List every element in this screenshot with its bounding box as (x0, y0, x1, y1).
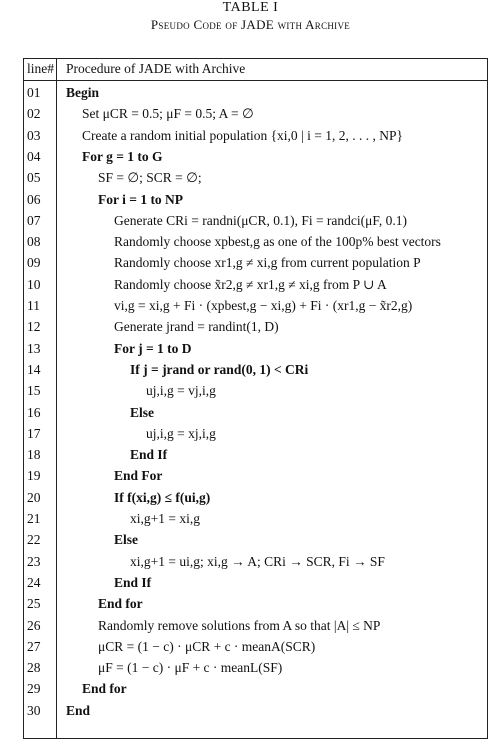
line-number: 21 (27, 511, 41, 526)
code-text: End for (98, 596, 143, 612)
code-line (24, 572, 487, 595)
line-number: 17 (27, 425, 41, 441)
code-text: SF = ∅; SCR = ∅; (98, 170, 202, 186)
code-line (24, 423, 487, 446)
code-line (24, 295, 487, 318)
code-text: Generate jrand = randint(1, D) (114, 319, 279, 335)
code-text: End (66, 702, 91, 718)
code-line (24, 529, 487, 552)
code-text: End If (130, 447, 168, 463)
pseudo-code-table (23, 58, 488, 739)
line-number: 13 (27, 340, 41, 356)
code-line (24, 700, 487, 723)
code-line (24, 551, 487, 574)
code-text: Begin (66, 85, 100, 100)
code-line (24, 636, 487, 659)
line-number: 12 (27, 319, 41, 335)
code-line (24, 678, 487, 701)
line-number: 29 (27, 681, 41, 697)
code-text: End For (114, 468, 163, 484)
code-text: Randomly choose xpbest,g as one of the 100p% best vectors (114, 234, 441, 250)
code-text: If f(xi,g) ≤ f(ui,g) (114, 489, 211, 505)
code-text: End for (82, 681, 127, 697)
code-line (24, 103, 487, 126)
line-number: 16 (27, 404, 41, 420)
code-text: μF = (1 − c) · μF + c · meanL(SF) (98, 660, 283, 676)
code-text: Else (114, 532, 139, 548)
code-line (24, 465, 487, 488)
code-text: uj,i,g = xj,i,g (146, 425, 216, 441)
code-text: For i = 1 to NP (98, 191, 184, 207)
code-line (24, 189, 487, 212)
line-number: 20 (27, 489, 41, 505)
line-number: 09 (27, 255, 41, 271)
code-text: If j = jrand or rand(0, 1) < CRi (130, 361, 309, 377)
code-line (24, 316, 487, 339)
code-line (24, 657, 487, 680)
code-text: For j = 1 to D (114, 340, 192, 356)
line-number: 03 (27, 127, 41, 143)
line-number: 23 (27, 553, 41, 569)
code-line (24, 210, 487, 233)
line-number: 06 (27, 191, 41, 207)
code-line (24, 82, 487, 105)
line-number: 26 (27, 617, 41, 633)
code-text: Set μCR = 0.5; μF = 0.5; A = ∅ (82, 106, 254, 122)
line-number: 19 (27, 468, 41, 484)
table-title: TABLE I (222, 0, 279, 15)
code-text: Create a random initial population {xi,0 | i = 1, 2, . . . , NP} (82, 127, 403, 143)
code-line (24, 615, 487, 638)
table-subtitle: Pseudo Code of JADE with Archive (150, 17, 351, 32)
code-text: End If (114, 574, 152, 590)
line-number: 01 (27, 85, 41, 100)
code-text: xi,g+1 = xi,g (130, 511, 200, 526)
code-text: vi,g = xi,g + Fi · (xpbest,g − xi,g) + Fi · (xr1,g − x̃r2,g) (114, 298, 413, 313)
line-number: 30 (27, 702, 41, 718)
line-number: 24 (27, 574, 41, 590)
line-number: 25 (27, 596, 41, 612)
line-number: 05 (27, 170, 41, 186)
header-procedure: Procedure of JADE with Archive (66, 61, 246, 76)
line-number: 07 (27, 212, 41, 228)
code-text: Randomly choose x̃r2,g ≠ xr1,g ≠ xi,g from P ∪ A (114, 276, 387, 292)
code-text: Randomly remove solutions from A so that |A| ≤ NP (98, 617, 381, 633)
line-number: 04 (27, 148, 41, 164)
line-number: 27 (27, 638, 41, 654)
code-text: Generate CRi = randni(μCR, 0.1), Fi = randci(μF, 0.1) (114, 212, 407, 228)
line-number: 14 (27, 361, 41, 377)
line-number: 11 (27, 298, 40, 313)
code-line (24, 231, 487, 254)
table-header (24, 59, 487, 81)
header-line-number: line# (27, 61, 54, 76)
code-line (24, 167, 487, 190)
code-line (24, 593, 487, 616)
line-number: 02 (27, 106, 41, 122)
line-number: 22 (27, 532, 41, 548)
line-number: 18 (27, 447, 41, 463)
line-number: 15 (27, 383, 41, 399)
code-text: For g = 1 to G (82, 148, 163, 164)
code-line (24, 125, 487, 148)
code-line (24, 487, 487, 510)
code-line (24, 252, 487, 275)
code-text: xi,g+1 = ui,g; xi,g → A; CRi → SCR, Fi → SF (130, 553, 385, 569)
line-number: 28 (27, 660, 41, 676)
code-line (24, 402, 487, 425)
line-number: 08 (27, 234, 41, 250)
code-line (24, 338, 487, 361)
code-line (24, 380, 487, 403)
code-line (24, 444, 487, 467)
code-text: μCR = (1 − c) · μCR + c · meanA(SCR) (98, 638, 316, 654)
line-number: 10 (27, 276, 41, 292)
code-line (24, 359, 487, 382)
code-text: Randomly choose xr1,g ≠ xi,g from current population P (114, 255, 421, 271)
code-line (24, 274, 487, 297)
code-text: uj,i,g = vj,i,g (146, 383, 216, 399)
code-line (24, 146, 487, 169)
code-text: Else (130, 404, 155, 420)
code-line (24, 508, 487, 531)
